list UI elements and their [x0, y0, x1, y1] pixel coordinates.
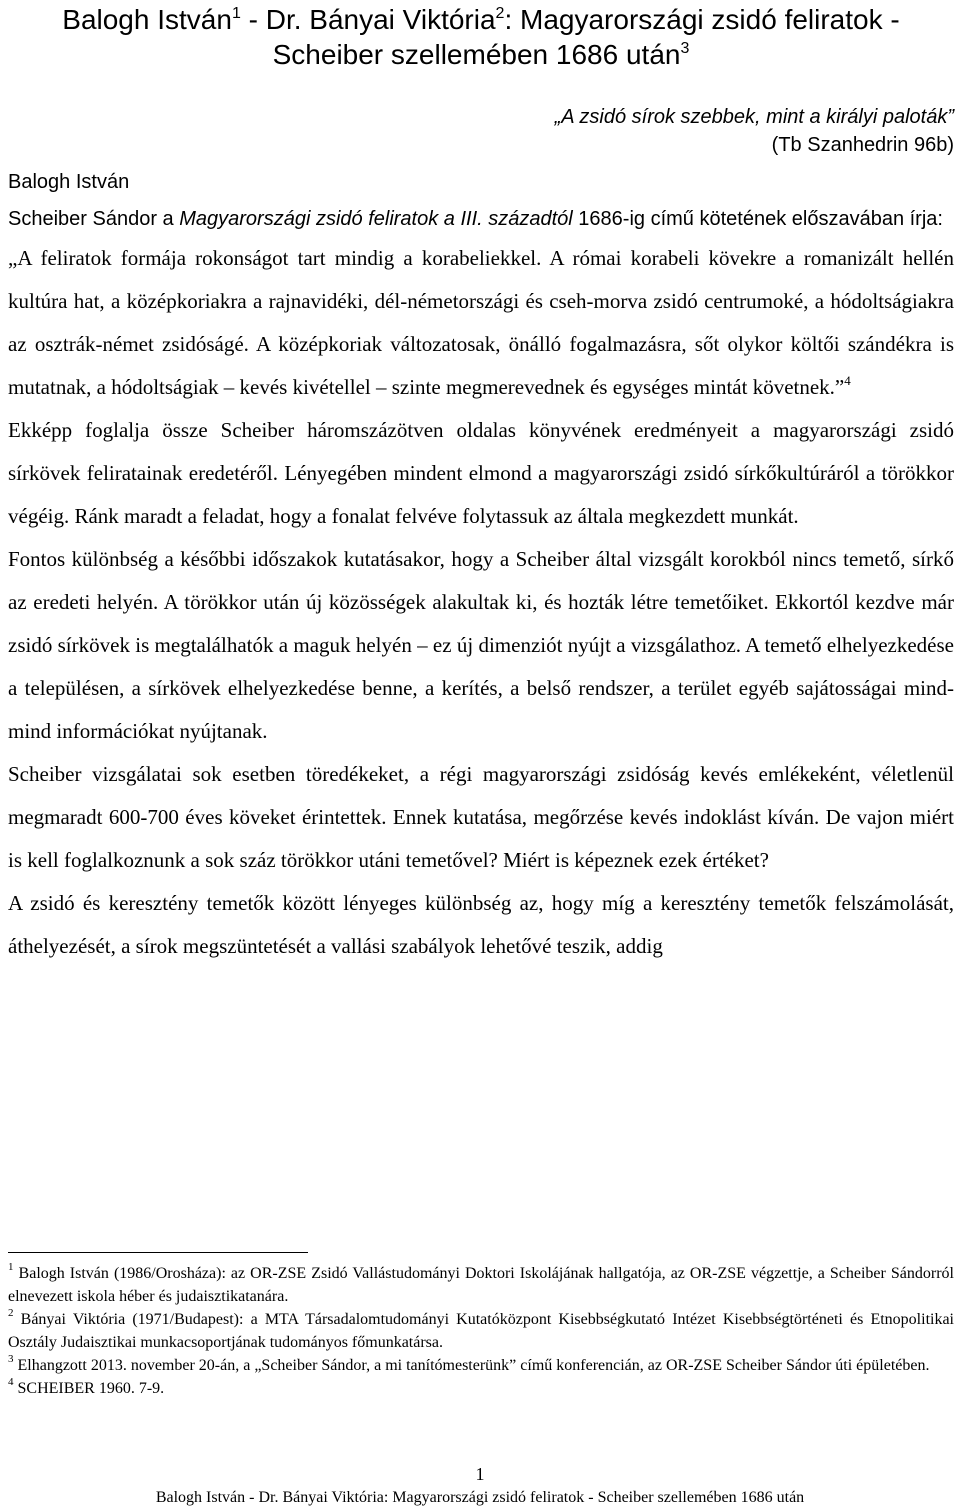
footnote-text: Elhangzott 2013. november 20-án, a „Scheiber Sándor, a mi tanítómesterünk” című konferencián, az OR-ZSE Scheiber Sándor úti épületében. — [17, 1357, 930, 1374]
intro-text-start: Scheiber Sándor a — [8, 208, 180, 230]
footnote-text: SCHEIBER 1960. 7-9. — [17, 1380, 165, 1397]
footnote-number: 2 — [8, 1307, 14, 1319]
footnote-1 — [8, 1262, 954, 1308]
quote-text: „A feliratok formája rokonságot tart mindig a korabeliekkel. A római korabeli kövekre a romanizált hellén kultúra hat, a középkoriakra a rajnavidéki, dél-németországi és cseh-morva zsidó centrumoké, a hódoltságiakra az osztrák-német zsidóságé. A középkoriak változatosak, önálló fogalmazásra, sőt olykor költői szándékra is mutatnak, a hódoltságiak – kevés kivétellel – szinte megmerevednek és egységes mintát követnek.” — [8, 246, 954, 399]
footnote-ref-1[interactable]: 1 — [231, 5, 241, 22]
title-line-2: Scheiber szellemében 1686 után — [272, 39, 681, 70]
paragraph-1: Ekképp foglalja össze Scheiber háromszázötven oldalas könyvének eredményeit a magyarországi zsidó sírkövek feliratainak eredetéről. Lényegében mindent elmond a magyarországi zsidó sírkőkultúráról a törökkor végéig. Ránk maradt a feladat, hogy a fonalat felvéve folytassuk az általa megkezdett munkát. — [8, 418, 954, 528]
paragraph-4: A zsidó és keresztény temetők között lényeges különbség az, hogy míg a keresztény temetők felszámolását, áthelyezését, a sírok megszüntetését a vallási szabályok lehetővé teszik, addig — [8, 891, 954, 958]
epigraph-quote: „A zsidó sírok szebbek, mint a királyi paloták” — [554, 106, 954, 128]
intro-text-end: 1686-ig című kötetének előszavában írja: — [572, 208, 943, 230]
footnote-2 — [8, 1308, 954, 1354]
footnote-text: Balogh István (1986/Orosháza): az OR-ZSE Zsidó Vallástudományi Doktori Iskolájának hallgatója, az OR-ZSE végzettje, a Scheiber Sándorról elnevezett iskola héber és judaisztikatanára. — [8, 1265, 955, 1305]
footnotes — [8, 1262, 954, 1400]
paragraph-2: Fontos különbség a későbbi időszakok kutatásakor, hogy a Scheiber által vizsgált korokból nincs temető, sírkő az eredeti helyén. A törökkor után új közösségek alakultak ki, és hozták létre temetőiket. Ekkortól kezdve már zsidó sírkövek is megtalálhatók a maguk helyén – ez új dimenziót nyújt a vizsgálathoz. A temető elhelyezkedése a településen, a sírkövek elhelyezkedése benne, a kerítés, a belső rendszer, a terület egyéb sajátosságai mind-mind információkat nyújtanak. — [8, 547, 954, 743]
scheiber-quote — [8, 237, 954, 409]
document-title — [8, 2, 954, 72]
footnote-number: 1 — [8, 1261, 14, 1273]
section-author: Balogh István — [8, 171, 130, 193]
title-text: : Magyarországi zsidó feliratok - — [504, 4, 900, 35]
paragraph-3: Scheiber vizsgálatai sok esetben töredékeket, a régi magyarországi zsidóság kevés emlékeként, véletlenül megmaradt 600-700 éves köveket érintettek. Ennek kutatása, megőrzése kevés indoklást kíván. De vajon miért is kell foglalkoznunk a sok száz törökkor utáni temetővel? Miért is képeznek ezek értéket? — [8, 762, 954, 872]
footnote-text: Bányai Viktória (1971/Budapest): a MTA Társadalomtudományi Kutatóközpont Kisebbségkutató Intézet Kisebbségtörténeti és Etnopolitikai Osztály Judaisztikai munkacsoportjának tudományos főmunkatársa. — [8, 1311, 955, 1351]
title-author-2: - Dr. Bányai Viktória — [240, 4, 496, 35]
footnote-3 — [8, 1354, 954, 1377]
running-footer: Balogh István - Dr. Bányai Viktória: Magyarországi zsidó feliratok - Scheiber szellemében 1686 után — [155, 1489, 805, 1506]
footnote-number: 4 — [8, 1376, 14, 1388]
footnote-number: 3 — [8, 1353, 14, 1365]
document-page — [8, 0, 954, 968]
book-title: Magyarországi zsidó feliratok a III. századtól — [179, 208, 573, 230]
footnote-ref-2[interactable]: 2 — [495, 5, 505, 22]
epigraph — [8, 103, 954, 159]
footnote-ref-4[interactable]: 4 — [844, 373, 851, 388]
page-number: 1 — [475, 1464, 485, 1484]
footnote-separator — [8, 1252, 308, 1253]
footnote-ref-3[interactable]: 3 — [680, 40, 690, 57]
footnote-4 — [8, 1377, 954, 1400]
epigraph-source: (Tb Szanhedrin 96b) — [771, 134, 954, 156]
title-author-1: Balogh István — [62, 4, 232, 35]
intro-paragraph — [8, 198, 954, 241]
